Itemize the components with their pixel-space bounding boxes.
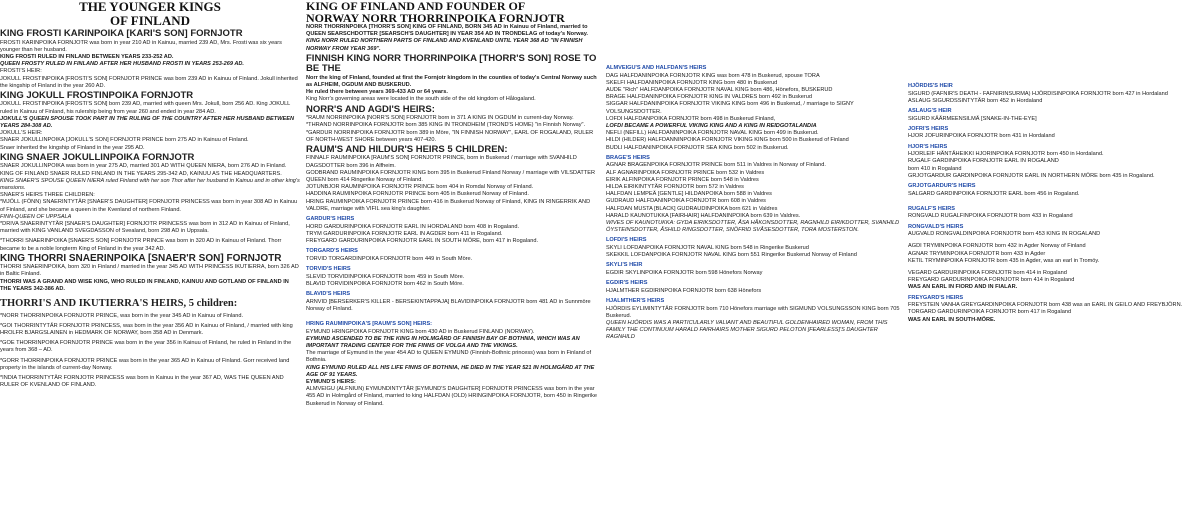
- section-heading-jokull: KING JOKULL FROSTINPOIKA FORNJOTR: [0, 89, 194, 101]
- paragraph: QUEEN HJÖRDIS WAS A PARTICULARLY VALIANT AND BEAUTIFUL GOLDENHAIRED WOMAN, FROM THIS FAMILY THE CONTINUUM HARALD FAIRHAIRS MOTHER SIGURD PELOTON [FEARLESS]'S DAUGHTER RAGNHILD: [606, 320, 888, 341]
- paragraph: TORVID TORGARDINPOIKA FORNJOTR born 449 in South Möre.: [306, 255, 473, 262]
- heirs-heading: RONGVALD'S HEIRS: [908, 223, 964, 230]
- paragraph: *GOI THORRINTYTÄR FORNJOTR PRINCESS, was born in the year 356 AD in Kainuu of Finland, / married with king HROLFR BJARGSLAINEN in HEDMARK OF NORWAY, born 358 AD in Denmark.: [0, 322, 293, 336]
- paragraph: EYMUND'S HEIRS:: [306, 379, 356, 386]
- paragraph: SKEKKIL LOFDANPOIKA FORNJOTR NAVAL KING born 551 Ringerike Buskerud Norway of Finland: [606, 252, 857, 259]
- heirs-heading: JOFRI'S HEIRS: [908, 125, 949, 132]
- paragraph: *GARDUR NORRINPOIKA FORNJOTR born 389 in Möre, "IN FINNISH NORWAY", EARL OF ROGALAND, RULER OF NORTH-WEST SHORE between years 407-420.: [306, 129, 594, 143]
- paragraph: Snaer inherited the kingship of Finland in the year 295 AD.: [0, 144, 145, 151]
- paragraph: *GORR THORRINPOIKA FORNJOTR PRINCE was born in the year 365 AD in Kainuu of Finland. Gorr received land property in the islands of current-day Norway.: [0, 357, 290, 371]
- section-heading-raum-heirs: RAUM'S AND HILDUR'S HEIRS 5 CHILDREN:: [306, 143, 508, 155]
- paragraph: KING NORR RULED NORTHERN PARTS OF FINLAND AND KVENLAND UNTIL YEAR 368 AD "IN FINNISH NORWAY FROM YEAR 369".: [306, 38, 583, 52]
- section-heading-thorri: KING THORRI SNAERINPOIKA [SNAER'R SON] FORNJOTR: [0, 252, 282, 264]
- heirs-heading: SKYLI'S HEIR: [606, 262, 643, 269]
- paragraph: SKELFI HALFDANINPOIKA FORNJOTR KING born 480 in Buskerud: [606, 79, 778, 86]
- paragraph: SIGURD (FAFNIR'S DEATH - FAFNIRINSURMA) HJÖRDISINPOIKA FORNJOTR born 427 in Hordaland: [908, 90, 1168, 97]
- paragraph: *RAUM NORRINPOIKA [NORR'S SON] FORNJOTR born in 371 A KING IN OGDUM in current-day Norway.: [306, 115, 574, 122]
- paragraph: GODBRAND RAUMINPOIKA FORNJOTR KING born 395 in Buskerud Finland Norway / marriage with VILSDATTER QUEEN born 414 Ringerike Norway of Finland.: [306, 169, 595, 184]
- paragraph: THORRI SNAERINPOIKA, born 320 in Finland / married in the year 345 AD WITH PRINCESS IKUTIERRA, born 326 AD in Baltic Finland.: [0, 264, 299, 278]
- paragraph: ARNVID [BERSERKER'S KILLER - BERSEKINTAPPAJA] BLAVIDINPOIKA FORNJOTR born 481 AD in Sunnmöre Norway of Finland.: [306, 298, 591, 312]
- paragraph: AGDI TRYMINPOIKA FORNJOTR born 432 in Agder Norway of Finland: [908, 243, 1086, 250]
- paragraph: HJOR JOFURINPOIKA FORNJOTR born 431 in Hordaland: [908, 133, 1055, 140]
- paragraph: JOKULL'S HEIR:: [0, 130, 43, 137]
- paragraph: JOKULL FROSTINPOIKA [FROSTI'S SON] FORNJOTR PRINCE was born 239 AD in Kainuu of Finland. Jokull inherited the kingship of Finland in the year 260 AD.: [0, 75, 298, 89]
- paragraph: KING EYMUND RULED ALL HIS LIFE FINNS OF BOTHNIA, HE DIED IN THE YEAR 521 IN HOLMGÅRD AT THE AGE OF 91 YEARS.: [306, 364, 595, 378]
- paragraph: KETIL TRYMINPOIKA FORNJOTR born 435 in Agder, was an earl in Tromöy.: [908, 257, 1100, 264]
- paragraph: NEFLI (NEFILL) HALFDANINPOIKA FORNJOTR NAVAL KING born 499 in Buskerud.: [606, 130, 819, 137]
- paragraph: SNAER'S HEIRS THREE CHILDREN:: [0, 192, 95, 199]
- section-heading-norr-heirs: NORR'S AND AGDI'S HEIRS:: [306, 103, 435, 115]
- paragraph: WAS AN EARL IN FIORD AND IN FIALAR.: [908, 284, 1018, 291]
- paragraph: HILDI (HILDER) HALFDANNINPOIKA FORNJOTR VIKING KING born 500 in Buskerud of Finland: [606, 137, 849, 144]
- paragraph: LOFDI BECAME A POWERFUL VIKING KING AND A KING IN REIDGOTALANDIA: [606, 123, 817, 130]
- section-heading-frosti: KING FROSTI KARINPOIKA [KARI'S SON] FORNJOTR: [0, 28, 243, 39]
- heirs-heading: TORVID'S HEIRS: [306, 266, 351, 273]
- column-3: [606, 0, 902, 509]
- paragraph: BLAVID TORVIDINPOIKA FORNJOTR born 462 in South Möre.: [306, 280, 464, 287]
- heirs-heading: GARDUR'S HEIRS: [306, 216, 355, 223]
- paragraph: FREYGARD GARDURINPOIKA FORNJOTR EARL IN SOUTH MÖRE, born 417 in Rogaland.: [306, 238, 538, 245]
- paragraph: *THRAND NORRINPOIKA FORNJOTR born 385 KING IN TRONDHEIM (TROND'S HOME) "in Finnish Norway".: [306, 122, 586, 129]
- paragraph: TORGARD GARDURINPOIKA FORNJOTR born 417 in Rogaland: [908, 309, 1072, 316]
- paragraph: JOKULL'S QUEEN SPOUSE TOOK PART IN THE RULING OF THE COUNTRY AFTER HER HUSBAND BETWEEN YEARS 284-308 AD.: [0, 115, 294, 130]
- paragraph: THORRI WAS A GRAND AND WISE KING, WHO RULED IN FINLAND, KAINUU AND GOTLAND OF FINLAND IN THE YEARS 342-386 AD.: [0, 278, 289, 292]
- paragraph: EYMUND HRINGPOIKA FORNJOTR KING born 430 AD in Buskerud FINLAND (NORWAY).: [306, 328, 535, 335]
- heirs-heading: HJÖRDIS'S HEIR: [908, 83, 953, 89]
- paragraph: SKYLI LOFDANPOIKA FORNJOTR NAVAL KING born 548 in Ringerike Buskerud: [606, 245, 809, 252]
- paragraph: HARALD KAUNOTUKKA [FAIRHAIR] HALFDANINPOIKA born 639 in Valdres.: [606, 212, 801, 219]
- paragraph: HJALMTHER EGDIRINPOIKA FORNJOTR born 638 Hönefors: [606, 287, 762, 294]
- heirs-heading: LOFDI'S HEIRS: [606, 237, 647, 244]
- paragraph: *NORR THORRINPOIKA FORNJOTR PRINCE, was born in the year 345 AD in Kainuu of Finland.: [0, 312, 243, 319]
- paragraph: AGNAR BRAGENPOIKA FORNJOTR PRINCE born 511 in Valdres in Norway of Finland.: [606, 162, 826, 169]
- paragraph: King Norr's governing areas were located in the south side of the old kingdom of Hålogaland.: [306, 96, 536, 103]
- paragraph: AGNAR TRYMINPOIKA FORNJOTR born 433 in Agder: [908, 250, 1046, 257]
- paragraph: FROSTI'S HEIR:: [0, 68, 42, 75]
- paragraph: KING OF FINLAND SNAER RULED FINLAND IN THE YEARS 295-342 AD, KAINUU AS THE HEADQUARTERS.: [0, 170, 282, 177]
- main-title-line2: OF FINLAND: [109, 13, 191, 28]
- heirs-heading: FREYGARD'S HEIRS: [908, 294, 964, 301]
- paragraph: SLEVID TORVIDINPOIKA FORNJOTR born 459 in South Möre.: [306, 273, 465, 280]
- section-heading-snaer: KING SNAER JOKULLINPOIKA FORNJOTR: [0, 151, 195, 163]
- paragraph: HALFDAN LEMPEÄ [GENTLE] HILDANPOIKA born 588 in Valdres: [606, 191, 772, 198]
- paragraph: HILDA EIRIKINTYTÄR FORNJOTR born 572 in Valdres: [606, 184, 744, 191]
- paragraph: EYMUND ASCENDED TO BE THE KING IN HOLMGÅRD OF FINNISH BAY OF BOTHNIA, WHICH WAS AN IMPORTANT TRADING CENTER FOR THE FINNS OF VOLGA AND THE VIKINGS.: [306, 335, 580, 350]
- paragraph: ALF AGNARINPOIKA FORNJOTR PRINCE born 532 in Valdres: [606, 169, 765, 176]
- column-2: [306, 0, 600, 509]
- paragraph: FINN-QUEEN OF UPPSALA: [0, 213, 72, 220]
- paragraph: AUGVALD RONGVALDINPOIKA FORNJOTR born 453 KING IN ROGALAND: [908, 231, 1101, 238]
- column-title-line1: KING OF FINLAND AND FOUNDER OF: [306, 0, 526, 13]
- paragraph: *INDIA THORRINTYTÄR FORNJOTR PRINCESS was born in Kainuu in the year 367 AD, WAS THE QUEEN AND RULER OF KVENLAND OF FINLAND.: [0, 375, 284, 389]
- heirs-heading: EGDIR'S HEIRS: [606, 280, 648, 287]
- paragraph: KING SNAER'S SPOUSE QUEEN NIERA ruled Finland with her son Thor after her husband in Kainuu and in other king's mansions.: [0, 177, 300, 191]
- column-4: [908, 0, 1200, 509]
- paragraph: ASLAUG SIGURDSSINTYTÄR born 452 in Hordaland: [908, 97, 1043, 104]
- heirs-heading: GRJOTGARDUR'S HEIRS: [908, 183, 976, 189]
- paragraph: *DRIVA SNAERINTYTÄR [SNAER'S DAUGHTER] FORNJOTR PRINCESS was born in 312 AD in Kainuu of Finland, married with KING VANLAND SVEGDASSON of Svealand, born 298 AD in Uppsala.: [0, 220, 290, 235]
- column-title-line2: NORWAY NORR THORRINPOIKA FORNJOTR: [306, 11, 565, 25]
- heirs-heading: RUGALF'S HEIRS: [908, 205, 956, 212]
- paragraph: DAG HALFDANINPOIKA FORNJOTR KING was born 478 in Buskerud, spouse TORA: [606, 72, 820, 79]
- paragraph: EGDIR SKYLINPOIKA FORNJOTR born 598 Hönefors Norway: [606, 270, 763, 277]
- column-1: [0, 0, 300, 509]
- paragraph: JOTUNBJOR RAUMINPOIKA FORNJOTR PRINCE born 404 in Romdal Norway of Finland.: [306, 184, 534, 191]
- paragraph: QUEEN FROSTY RULED IN FINLAND AFTER HER HUSBAND FROSTI IN YEARS 253-269 AD.: [0, 61, 244, 68]
- heirs-heading: BRAGE'S HEIRS: [606, 154, 650, 161]
- paragraph: VEGARD GARDURINPOIKA FORNJOTR born 414 in Rogaland: [908, 270, 1067, 276]
- paragraph: FREYSTEIN VANHA GREYGARDINPOIKA FORNJOTR born 438 was an EARL IN GEILO AND FREYBJÖRN.: [908, 302, 1183, 309]
- paragraph: NORR THORRINPOIKA [THORR'S SON] KING OF FINLAND, BORN 345 AD in Kainuu of Finland, married to QUEEN SEARSCHDOTTER [SEARSCH'S DAUGHTER] IN YEAR 354 AD IN TRONDELAG of today's Norway.: [306, 24, 588, 38]
- paragraph: JOKULL FROSTINPOIKA [FROSTI'S SON] born 239 AD, married with queen Mrs. Jokull, born 256 AD. King JOKULL ruled in Kainuu of Finland, his rulership being from year 260 and ended in year 284 AD.: [0, 101, 291, 115]
- paragraph: Norr the king of Finland, founded at first the Fornjotr kingdom in the counties of today's Central Norway such as ALFHEIM, OGDUM AND BUSKERUD.: [306, 74, 597, 89]
- paragraph: ALMVEIGU (ALFNIUN) EYMUNDINTYTÄR [EYMUND'S DAUGHTER] FORNJOTR PRINCESS was born in the year 455 AD in Holmgård of Finland, married to king HALFDAN (OLD) HRINGINPOIKA FORNJOTR, born 450 in Ringerike Buskerud in Norway of Finland.: [306, 386, 597, 407]
- paragraph: BUDLI HALFDANINPOIKA FORNJOTR SEA KING born 502 in Buskerud.: [606, 144, 789, 151]
- paragraph: *MJÖLL (FÖNN) SNAERINTYTÄR [SNAER'S DAUGHTER] FORNJOTR PRINCESS was born in year 308 AD in Kainuu of Finland, and she became a queen in the Kvenland of northern Finland.: [0, 199, 298, 213]
- paragraph: SALGARD GARDINPOIKA FORNJOTR EARL born 456 in Rogaland.: [908, 190, 1080, 197]
- heirs-heading: BLAVID'S HEIRS: [306, 291, 351, 298]
- paragraph: WAS AN EARL IN SOUTH-MÖRE.: [908, 316, 996, 323]
- paragraph: SIGURD KÄÄRMEENSILMÄ [SNAKE-IN-THE-EYE]: [908, 115, 1037, 122]
- heirs-heading: TORGARD'S HEIRS: [306, 248, 358, 255]
- section-heading-norr: FINNISH KING NORR THORRINPOIKA [THORR'S SON] ROSE TO BE THE: [306, 52, 597, 75]
- paragraph: FROSTI KARINPOIKA FORNJOTR was born in year 210 AD in Kainuu, married 239 AD, Mrs. Frosti was six years younger than her husband.: [0, 39, 282, 53]
- paragraph: HRING RAUMINPOIKA FORNJOTR PRINCE born 416 in Buskerud Norway of Finland, KING IN RINGERRIK AND VALDRE, marriage with VIFIL sea king's daughter.: [306, 198, 591, 212]
- heirs-heading: HJOR'S HEIRS: [908, 143, 948, 150]
- paragraph: LOFDI HALFDANPOIKA FORNJOTR born 498 in Buskerud Finland,: [606, 115, 776, 122]
- paragraph: RONGVALD RUGALFINPOIKA FORNJOTR born 433 in Rogaland: [908, 213, 1073, 220]
- paragraph: KING FROSTI RULED IN FINLAND BETWEEN YEARS 233-252 AD.: [0, 53, 174, 60]
- main-title-line1: THE YOUNGER KINGS: [79, 0, 221, 14]
- paragraph: FREYGARD GARDURINPOIKA FORNJOTR born 414 in Rogaland: [908, 277, 1075, 284]
- paragraph: SNAER JOKULLINPOIKA was born in year 275 AD, married 301 AD WITH QUEEN NIERA, born 276 AD in Finland.: [0, 163, 287, 170]
- paragraph: EIRIK ALFINPOIKA FORNJOTR PRINCE born 548 in Valdres: [606, 176, 759, 183]
- paragraph: He ruled there between years 369-433 AD or 64 years.: [306, 89, 448, 96]
- paragraph: born 410 in Rogaland: [908, 165, 962, 172]
- paragraph: HJÖRDIS EYLIMINTYTÄR FORNJOTR born 710 Hönefors marriage with SIGMUND VOLSUNGSSON KING born 705 Buskerud.: [606, 305, 900, 319]
- paragraph: RUGALF GARDINPOIKA FORNJOTR EARL IN ROGALAND: [908, 158, 1059, 165]
- paragraph: SNAER JOKULLINPOIKA [JOKULL'S SON] FORNJOTR PRINCE born 275 AD in Kainuu of Finland.: [0, 137, 249, 144]
- paragraph: FINNALF RAUMINPOIKA [RAUM'S SON] FORNJOTR PRINCE, born in Buskerud / marriage with SVANHILD DAGSDOTTER born 396 in Alfheim.: [306, 155, 577, 169]
- paragraph: HADDINA RAUMINPOIKA FORNJOTR PRINCE born 405 in Buskerud Norway of Finland.: [306, 191, 529, 198]
- section-heading-thorri-heirs: THORRI'S AND IKUTIERRA'S HEIRS, 5 children:: [0, 298, 238, 310]
- heirs-heading: ALMVEIGU'S AND HALFDAN'S HEIRS: [606, 65, 707, 71]
- paragraph: HALFDAN MUSTA [BLACK] GUDRAUDINPOIKA born 621 in Valdres: [606, 205, 778, 212]
- heirs-heading: ASLAUG'S HEIR: [908, 108, 952, 114]
- paragraph: HORD GARDURINPOIKA FORNJOTR EARL IN HORDALAND born 408 in Rogaland.: [306, 223, 520, 230]
- heirs-heading: HRING RAUMINPOIKA'S [RAUM'S SON] HEIRS:: [306, 321, 433, 328]
- paragraph: TRYM GARDURINPOIKA FORNJOTR EARL IN AGDER born 411 in Rogaland.: [306, 230, 503, 237]
- heirs-heading: HJALMTHER'S HEIRS: [606, 298, 665, 305]
- paragraph: GUDRAUD HALFDANINPOIKA FORNJOTR born 608 in Valdres: [606, 198, 766, 205]
- paragraph: *THORRI SNAERINPOIKA [SNAER'S SON] FORNJOTR PRINCE was born in 320 AD in Kainuu of Finland. Thorr became to be a noble longterm King of Finland in the year 342 AD.: [0, 238, 282, 252]
- paragraph: SIGGAR HALFDANINPOIKA FORNJOTR VIKING KING born 496 in Buskerud, / marriage to SIGNY VOLSUNGSDOTTER.: [606, 101, 854, 115]
- paragraph: *GOE THORRINPOIKA FORNJOTR PRINCE was born in the year 356 in Kainuu of Finland, he ruled in Finland in the years from 368 – AD.: [0, 340, 292, 354]
- paragraph: AUDE "Rich" HALFDANPOIKA FORNJOTR NAVAL KING born 486, Hönefors, BUSKERUD: [606, 87, 833, 93]
- paragraph: GRJOTGARDUR GARDINPOIKA FORNJOTR EARL IN NORTHERN MÖRE born 435 in Rogaland.: [908, 172, 1155, 179]
- paragraph: WIVES OF KAUNOTUKKA: GYDA EIRIKSDOTTER, ÅSA HÅKONSDOTTER, RAGNHILD EIRIKDOTTER, SVANHILD ÖYSTEINSDOTTER, ÅSHILD RINGSDOTTER, SNÖFRID SVÅSESDOTTER, TORA MOSTERSTON.: [606, 220, 900, 234]
- paragraph: HJORLEIF HÄNTÄHEIKKI HJORINPOIKA FORNJOTR born 450 in Hordaland.: [908, 151, 1104, 158]
- paragraph: The marriage of Eymund in the year 454 AD to QUEEN EYMUND (Finnish-Bothnic princess) was born in Finland of Bothnia.: [306, 350, 592, 364]
- paragraph: BRAGE HALFDANINPOIKA FORNJOTR KING IN VALDRES born 492 in Buskerud: [606, 94, 812, 101]
